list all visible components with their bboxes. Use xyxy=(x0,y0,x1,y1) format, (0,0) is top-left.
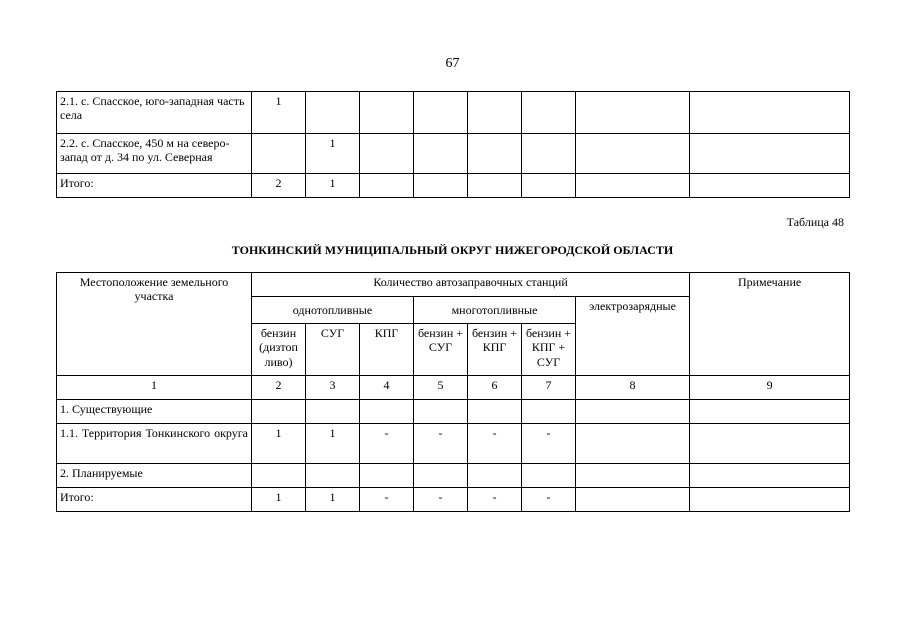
table-row xyxy=(57,488,850,512)
value-cell xyxy=(522,464,576,488)
value-cell xyxy=(690,400,850,424)
value-cell xyxy=(522,400,576,424)
value-cell xyxy=(690,488,850,512)
value-cell: 2 xyxy=(252,174,306,198)
column-number: 7 xyxy=(522,376,576,400)
value-cell xyxy=(252,134,306,174)
value-cell: 1 xyxy=(252,92,306,134)
header-note: Примечание xyxy=(690,273,850,376)
location-cell: 1. Существующие xyxy=(57,400,252,424)
value-cell xyxy=(576,174,690,198)
value-cell xyxy=(360,400,414,424)
value-cell xyxy=(306,400,360,424)
value-cell: - xyxy=(360,488,414,512)
value-cell xyxy=(468,464,522,488)
value-cell xyxy=(576,92,690,134)
value-cell xyxy=(414,92,468,134)
column-number: 4 xyxy=(360,376,414,400)
table-row xyxy=(57,424,850,464)
value-cell: - xyxy=(468,424,522,464)
value-cell xyxy=(360,464,414,488)
column-number: 6 xyxy=(468,376,522,400)
header-petrol-cng: бензин + КПГ xyxy=(468,324,522,376)
table-number-label: Таблица 48 xyxy=(786,215,844,229)
location-cell: 2. Планируемые xyxy=(57,464,252,488)
value-cell: 1 xyxy=(252,488,306,512)
value-cell: - xyxy=(522,424,576,464)
value-cell xyxy=(468,92,522,134)
header-single-fuel: однотопливные xyxy=(252,297,414,324)
value-cell: 1 xyxy=(306,488,360,512)
header-petrol-cng-lpg: бензин + КПГ + СУГ xyxy=(522,324,576,376)
location-cell: Итого: xyxy=(57,174,252,198)
value-cell xyxy=(306,92,360,134)
table-row xyxy=(57,464,850,488)
header-lpg: СУГ xyxy=(306,324,360,376)
column-number: 5 xyxy=(414,376,468,400)
table-row xyxy=(57,134,850,174)
header-petrol-lpg: бензин + СУГ xyxy=(414,324,468,376)
value-cell xyxy=(414,464,468,488)
location-cell: 2.2. с. Спасское, 450 м на северо-запад от д. 34 по ул. Северная xyxy=(57,134,252,174)
value-cell xyxy=(414,174,468,198)
value-cell xyxy=(690,92,850,134)
value-cell xyxy=(468,134,522,174)
value-cell xyxy=(414,400,468,424)
value-cell: 1 xyxy=(252,424,306,464)
value-cell xyxy=(360,134,414,174)
value-cell xyxy=(414,134,468,174)
column-number: 9 xyxy=(690,376,850,400)
value-cell xyxy=(252,464,306,488)
header-row xyxy=(57,273,850,297)
table-title: ТОНКИНСКИЙ МУНИЦИПАЛЬНЫЙ ОКРУГ НИЖЕГОРОДСКОЙ ОБЛАСТИ xyxy=(231,243,674,257)
column-number: 8 xyxy=(576,376,690,400)
value-cell: - xyxy=(468,488,522,512)
value-cell xyxy=(576,488,690,512)
value-cell xyxy=(306,464,360,488)
value-cell: 1 xyxy=(306,424,360,464)
value-cell: - xyxy=(522,488,576,512)
value-cell: - xyxy=(414,488,468,512)
location-cell: Итого: xyxy=(57,488,252,512)
table-row xyxy=(57,400,850,424)
value-cell xyxy=(576,400,690,424)
previous-table-continuation xyxy=(56,91,850,198)
header-multi-fuel: многотопливные xyxy=(414,297,576,324)
header-cng: КПГ xyxy=(360,324,414,376)
value-cell xyxy=(576,424,690,464)
column-number-row xyxy=(57,376,850,400)
value-cell xyxy=(690,174,850,198)
location-cell: 2.1. с. Спасское, юго-западная часть села xyxy=(57,92,252,134)
value-cell xyxy=(522,174,576,198)
value-cell xyxy=(360,174,414,198)
value-cell: 1 xyxy=(306,174,360,198)
page-number: 67 xyxy=(445,56,460,71)
location-cell: 1.1. Территория Тонкинского округа xyxy=(57,424,252,464)
column-number: 1 xyxy=(57,376,252,400)
column-number: 3 xyxy=(306,376,360,400)
value-cell xyxy=(522,92,576,134)
value-cell xyxy=(468,400,522,424)
header-electric: электрозарядные xyxy=(576,297,690,376)
header-petrol-diesel: бензин (дизтоп ливо) xyxy=(252,324,306,376)
fuel-stations-table xyxy=(56,272,850,512)
value-cell xyxy=(522,134,576,174)
value-cell xyxy=(360,92,414,134)
header-station-count: Количество автозаправочных станций xyxy=(252,273,690,297)
value-cell xyxy=(576,134,690,174)
value-cell xyxy=(252,400,306,424)
value-cell xyxy=(690,134,850,174)
value-cell: - xyxy=(360,424,414,464)
value-cell xyxy=(690,424,850,464)
table-row xyxy=(57,174,850,198)
column-number: 2 xyxy=(252,376,306,400)
value-cell: 1 xyxy=(306,134,360,174)
value-cell xyxy=(690,464,850,488)
value-cell: - xyxy=(414,424,468,464)
value-cell xyxy=(576,464,690,488)
header-location: Местоположение земельного участка xyxy=(57,273,252,376)
value-cell xyxy=(468,174,522,198)
table-row xyxy=(57,92,850,134)
